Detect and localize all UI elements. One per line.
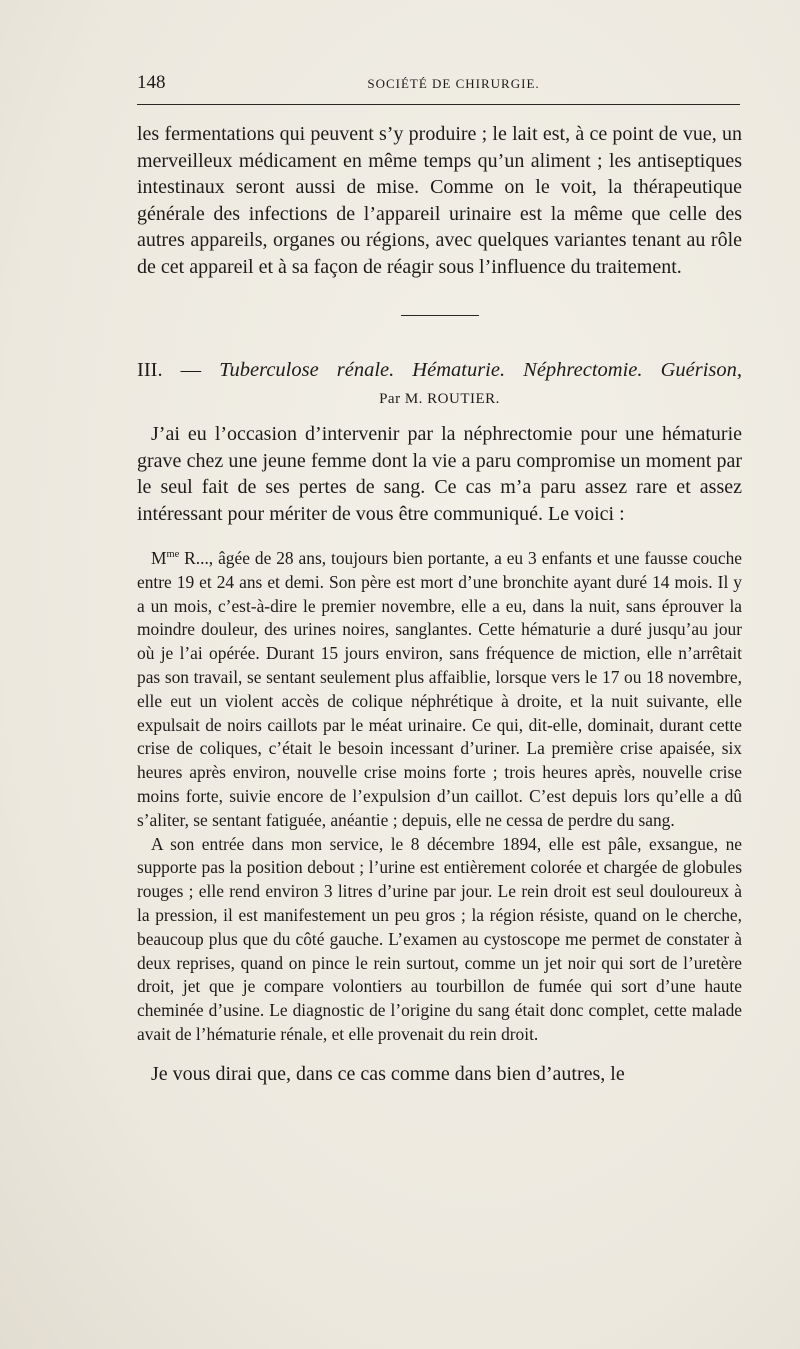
page-number: 148 xyxy=(137,72,166,93)
section-heading xyxy=(137,357,742,383)
running-head: SOCIÉTÉ DE CHIRURGIE. xyxy=(367,76,540,91)
intro-paragraph: J’ai eu l’occasion d’intervenir par la néphrectomie pour une hématurie grave chez une jeune femme dont la vie a paru compromise un moment par le seul fait de ses pertes de sang. Ce cas m’a paru assez rare et assez intéressant pour mériter de vous être communiqué. Le voici : xyxy=(137,423,742,525)
opening-paragraph: les fermentations qui peuvent s’y produire ; le lait est, à ce point de vue, un merveilleux médicament en même temps qu’un aliment ; les antiseptiques intestinaux seront aussi de mise. Comme on le voit, la thérapeutique générale des infections de l’appareil urinaire est la même que celle des autres appareils, organes ou régions, avec quelques variantes tenant au rôle de cet appareil et à sa façon de réagir sous l’influence du traitement. xyxy=(137,123,742,278)
section-number: III. — xyxy=(137,359,202,381)
case-title-prefix: M xyxy=(151,548,167,568)
section-separator xyxy=(401,315,479,316)
page-body xyxy=(137,121,742,1087)
closing-paragraph: Je vous dirai que, dans ce cas comme dans bien d’autres, le xyxy=(151,1062,625,1085)
header-rule xyxy=(137,104,740,105)
case-paragraph-2: A son entrée dans mon service, le 8 décembre 1894, elle est pâle, exsangue, ne supporte pas la position debout ; l’urine est entièrement colorée et chargée de globules rouges ; elle rend environ 3 litres d’urine par jour. Le rein droit est seul douloureux à la pression, il est manifestement un peu gros ; la région résiste, quand on le cherche, beaucoup plus que du côté gauche. L’examen au cystoscope me permet de constater à deux reprises, quand on pince le rein surtout, comme un jet noir qui sort de l’uretère droit, jet que je compare volontiers au tourbillon de fumée qui sort d’une haute cheminée d’usine. Le diagnostic de l’origine du sang était donc complet, cette malade avait de l’hématurie rénale, et elle provenait du rein droit. xyxy=(137,833,742,1044)
case-paragraph-1 xyxy=(137,547,742,833)
case-title-superscript: me xyxy=(166,549,180,561)
author-line: Par M. ROUTIER. xyxy=(379,391,500,407)
section-title: Tuberculose rénale. Hématurie. Néphrectomie. Guérison, xyxy=(219,359,743,381)
page-header xyxy=(137,72,740,102)
case-text-1: R..., âgée de 28 ans, toujours bien portante, a eu 3 enfants et une fausse couche entre 19 et 24 ans et demi. Son père est mort d’une bronchite ayant duré 14 mois. Il y a un mois, c’est-à-dire le premier novembre, elle a eu, dans la nuit, sans éprouver la moindre douleur, des urines noires, sanglantes. Cette hématurie a duré jusqu’au jour où je l’ai opérée. Durant 15 jours environ, sans fréquence de miction, elle n’arrêtait pas son travail, se sentant seulement plus affaiblie, lorsque vers le 17 ou 18 novembre, elle eut un violent accès de colique néphrétique à droite, et la nuit suivante, elle expulsait de noirs caillots par le méat urinaire. Ce qui, dit-elle, dominait, durant cette crise de coliques, c’était le besoin incessant d’uriner. La première crise apaisée, six heures après environ, nouvelle crise moins forte ; trois heures après, nouvelle crise moins forte, suivie encore de l’expulsion d’un caillot. C’est depuis lors qu’elle a dû s’aliter, se sentant fatiguée, anéantie ; depuis, elle ne cessa de perdre du sang. xyxy=(137,548,742,830)
